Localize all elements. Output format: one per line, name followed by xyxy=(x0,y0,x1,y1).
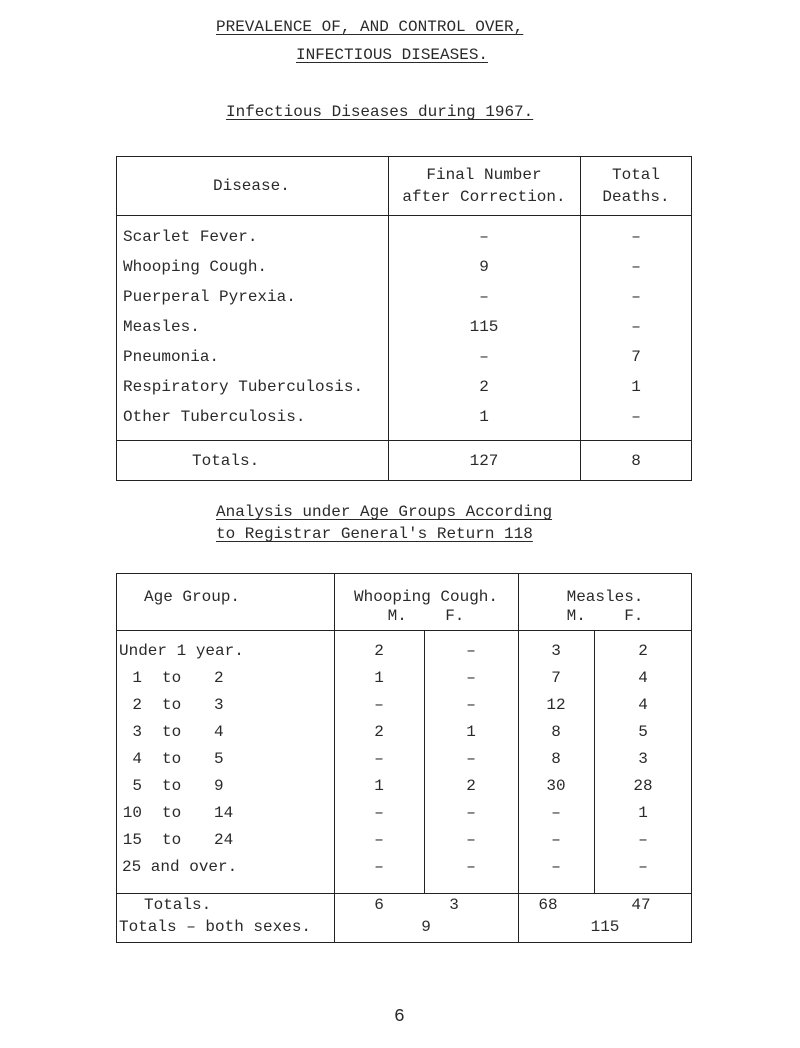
measles-m: 8 xyxy=(551,750,561,768)
final-number: 1 xyxy=(479,408,489,426)
measles-f: 28 xyxy=(633,777,653,795)
final-number: – xyxy=(479,228,489,246)
age-from: 10 xyxy=(122,804,142,822)
age-to: 3 xyxy=(214,696,224,714)
disease-name: Measles. xyxy=(123,318,200,336)
age-to-word: to xyxy=(162,831,182,849)
age-group-table xyxy=(116,573,692,943)
table1-title: Infectious Diseases during 1967. xyxy=(226,103,534,121)
age-to: 14 xyxy=(214,804,234,822)
measles-f: 2 xyxy=(638,642,648,660)
whooping-m: 2 xyxy=(374,723,384,741)
measles-m: – xyxy=(551,858,561,876)
measles-m: 8 xyxy=(551,723,561,741)
total-deaths: – xyxy=(631,288,641,306)
both-sexes-whooping: 9 xyxy=(421,918,431,936)
age-from: 3 xyxy=(132,723,142,741)
totals-label: Totals. xyxy=(192,452,260,470)
age-to: 4 xyxy=(214,723,224,741)
age-to: 24 xyxy=(214,831,234,849)
age-from: 15 xyxy=(122,831,142,849)
header-disease: Disease. xyxy=(213,177,290,195)
total-deaths: 1 xyxy=(631,378,641,396)
page-number: 6 xyxy=(394,1007,405,1027)
measles-f: 4 xyxy=(638,669,648,687)
whooping-f: – xyxy=(466,831,476,849)
total-deaths: – xyxy=(631,258,641,276)
header-final-line1: Final Number xyxy=(426,166,542,184)
age-to: 2 xyxy=(214,669,224,687)
disease-name: Puerperal Pyrexia. xyxy=(123,288,296,306)
page-heading-line2: INFECTIOUS DISEASES. xyxy=(296,46,489,64)
header-measles-mf: M. F. xyxy=(566,607,644,625)
age-to: 5 xyxy=(214,750,224,768)
whooping-f: – xyxy=(466,858,476,876)
header-final-line2: after Correction. xyxy=(402,188,566,206)
final-number: – xyxy=(479,348,489,366)
age-to-word: to xyxy=(162,723,182,741)
whooping-f: 2 xyxy=(466,777,476,795)
totals-label: Totals. xyxy=(144,896,212,914)
header-whooping-mf: M. F. xyxy=(387,607,465,625)
whooping-m: – xyxy=(374,750,384,768)
disease-name: Respiratory Tuberculosis. xyxy=(123,378,364,396)
measles-f: – xyxy=(638,831,648,849)
age-to-word: to xyxy=(162,750,182,768)
age-to-word: to xyxy=(162,777,182,795)
age-from: 1 xyxy=(132,669,142,687)
measles-f: 4 xyxy=(638,696,648,714)
disease-name: Pneumonia. xyxy=(123,348,220,366)
disease-name: Whooping Cough. xyxy=(123,258,268,276)
final-number: – xyxy=(479,288,489,306)
diseases-table xyxy=(116,156,692,481)
age-group: 25 and over. xyxy=(122,858,238,876)
table2-title-line2: to Registrar General's Return 118 xyxy=(216,525,533,543)
total-deaths: 7 xyxy=(631,348,641,366)
age-from: 4 xyxy=(132,750,142,768)
measles-m: – xyxy=(551,804,561,822)
measles-f: – xyxy=(638,858,648,876)
final-number: 115 xyxy=(469,318,499,336)
measles-f: 5 xyxy=(638,723,648,741)
total-deaths: – xyxy=(631,318,641,336)
age-to-word: to xyxy=(162,804,182,822)
final-number: 9 xyxy=(479,258,489,276)
whooping-m: – xyxy=(374,831,384,849)
total-deaths: – xyxy=(631,228,641,246)
whooping-m: – xyxy=(374,858,384,876)
whooping-f: – xyxy=(466,669,476,687)
age-to: 9 xyxy=(214,777,224,795)
whooping-m: – xyxy=(374,696,384,714)
header-measles: Measles. xyxy=(566,588,644,606)
total-deaths: – xyxy=(631,408,641,426)
totals-whooping-m: 6 xyxy=(374,896,384,914)
whooping-f: – xyxy=(466,696,476,714)
measles-m: – xyxy=(551,831,561,849)
whooping-f: 1 xyxy=(466,723,476,741)
table2-title-line1: Analysis under Age Groups According xyxy=(216,503,553,521)
age-from: 2 xyxy=(132,696,142,714)
measles-m: 3 xyxy=(551,642,561,660)
measles-m: 12 xyxy=(546,696,566,714)
both-sexes-measles: 115 xyxy=(590,918,620,936)
whooping-f: – xyxy=(466,642,476,660)
totals-deaths: 8 xyxy=(631,452,641,470)
final-number: 2 xyxy=(479,378,489,396)
age-to-word: to xyxy=(162,669,182,687)
totals-final: 127 xyxy=(469,452,499,470)
header-whooping-cough: Whooping Cough. xyxy=(353,588,499,606)
whooping-f: – xyxy=(466,804,476,822)
measles-f: 3 xyxy=(638,750,648,768)
page-heading-line1: PREVALENCE OF, AND CONTROL OVER, xyxy=(216,18,524,36)
totals-measles-f: 47 xyxy=(631,896,651,914)
whooping-f: – xyxy=(466,750,476,768)
header-deaths-line1: Total xyxy=(611,166,660,184)
whooping-m: 1 xyxy=(374,669,384,687)
age-group: Under 1 year. xyxy=(119,642,244,660)
whooping-m: – xyxy=(374,804,384,822)
both-sexes-label: Totals – both sexes. xyxy=(119,918,312,936)
disease-name: Other Tuberculosis. xyxy=(123,408,306,426)
header-age-group: Age Group. xyxy=(144,588,241,606)
header-deaths-line2: Deaths. xyxy=(602,188,670,206)
measles-m: 30 xyxy=(546,777,566,795)
age-to-word: to xyxy=(162,696,182,714)
totals-measles-m: 68 xyxy=(538,896,558,914)
whooping-m: 1 xyxy=(374,777,384,795)
age-from: 5 xyxy=(132,777,142,795)
disease-name: Scarlet Fever. xyxy=(123,228,258,246)
totals-whooping-f: 3 xyxy=(449,896,459,914)
whooping-m: 2 xyxy=(374,642,384,660)
measles-f: 1 xyxy=(638,804,648,822)
measles-m: 7 xyxy=(551,669,561,687)
